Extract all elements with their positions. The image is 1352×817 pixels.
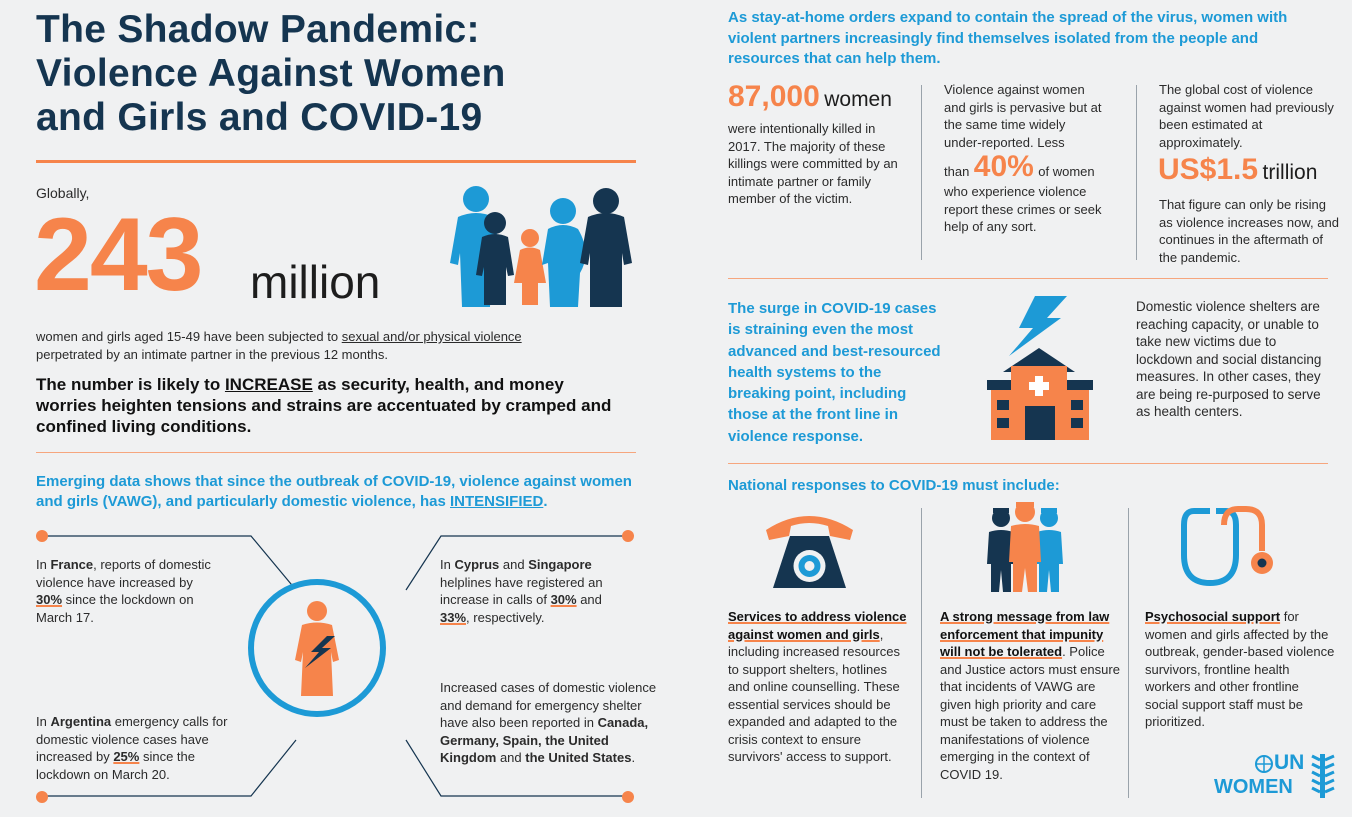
stat-243: 243 [34,197,202,313]
title-divider [36,160,636,163]
argentina-text: In Argentina emergency calls for domestic violence cases have increased by 25% since the lockdown on March 20. [36,714,228,782]
emerging-heading: Emerging data shows that since the outbreak of COVID-19, violence against women and girls (VAWG), and particularly domestic violence, has INTENSIFIED. [36,473,632,510]
right-divider-2 [728,463,1328,464]
dot-bottomright [622,791,634,803]
national-heading: National responses to COVID-19 must include: [728,477,1060,494]
family-icon [450,183,635,308]
left-divider-1 [36,452,636,453]
hospital-icon [985,292,1095,442]
laurel-icon [1310,754,1336,798]
stat-cost-desc2: That figure can only be rising as violence increases now, and continues in the aftermath of the pandemic. [1159,197,1339,265]
other-countries-text: Increased cases of domestic violence and demand for emergency shelter have also been reported in Canada, Germany, Spain, the United Kingdom and the United States. [440,680,657,765]
response-psychosocial: Psychosocial support for women and girls affected by the outbreak, gender-based violence survivors, frontline health workers and other frontline social support staff must be prioritized. [1145,609,1335,729]
response-divider-1 [921,508,922,798]
stat-243-unit: million [250,256,381,308]
logo-women: WOMEN [1214,776,1293,798]
dot-topright [622,530,634,542]
un-women-logo [1214,752,1338,802]
globally-intro: Globally, [36,185,90,201]
un-emblem-icon [1254,754,1274,774]
france-text: In France, reports of domestic violence have increased by 30% since the lockdown on March 17. [36,557,211,625]
stat-divider-2 [1136,85,1137,260]
logo-un: UN [1274,751,1305,774]
stat-40-desc3: who experience violence report these crimes or seek help of any sort. [944,184,1102,234]
page-title: The Shadow Pandemic: Violence Against Women and Girls and COVID-19 [36,8,506,139]
stat-87000-desc: were intentionally killed in 2017. The majority of these killings were committed by an intimate partner or family member of the victim. [728,121,898,206]
telephone-icon [762,508,857,593]
surge-heading: The surge in COVID-19 cases is straining even the most advanced and best-resourced health systems to the breaking point, including those at the front line in violence response. [728,300,941,445]
shelters-text: Domestic violence shelters are reaching capacity, or unable to take new victims due to lockdown and social distancing measures. In other cases, they are being re-purposed to serve as health centers. [1136,299,1322,419]
stat-cost: US$1.5 trillion [1158,153,1318,186]
stay-home-heading: As stay-at-home orders expand to contain the spread of the virus, women with violent partners increasingly find themselves isolated from the people and resources that can help them. [728,9,1288,67]
law-enforcement-icon [985,502,1065,594]
woman-violence-icon [247,578,387,718]
response-divider-2 [1128,508,1129,798]
stat-40: than 40% of women [944,150,1095,183]
response-law-enforcement: A strong message from law enforcement that impunity will not be tolerated. Police and Justice actors must ensure that incidents of VAWG are given high priority and care must be taken to address the manifestations of violence emerging in the context of COVID 19. [940,609,1120,782]
right-divider-1 [728,278,1328,279]
dot-topleft [36,530,48,542]
stat-divider-1 [921,85,922,260]
stethoscope-icon [1178,503,1278,593]
stat-40-desc1: Violence against women and girls is pervasive but at the same time widely under-reported. Less [944,82,1102,150]
stat-cost-desc1: The global cost of violence against women had previously been estimated at approximately. [1159,82,1334,150]
dot-bottomleft [36,791,48,803]
increase-statement: The number is likely to INCREASE as security, health, and money worries heighten tensions and strains are accentuated by cramped and confined living conditions. [36,375,612,436]
globally-desc: women and girls aged 15-49 have been subjected to sexual and/or physical violence perpetrated by an intimate partner in the previous 12 months. [36,329,522,362]
stat-87000: 87,000 women [728,80,892,113]
response-services: Services to address violence against women and girls, including increased resources to support shelters, hotlines and online counselling. These essential services should be expanded and adapted to the crisis context to ensure survivors' access to support. [728,609,907,764]
cyprus-singapore-text: In Cyprus and Singapore helplines have registered an increase in calls of 30% and 33%, respectively. [440,557,603,625]
